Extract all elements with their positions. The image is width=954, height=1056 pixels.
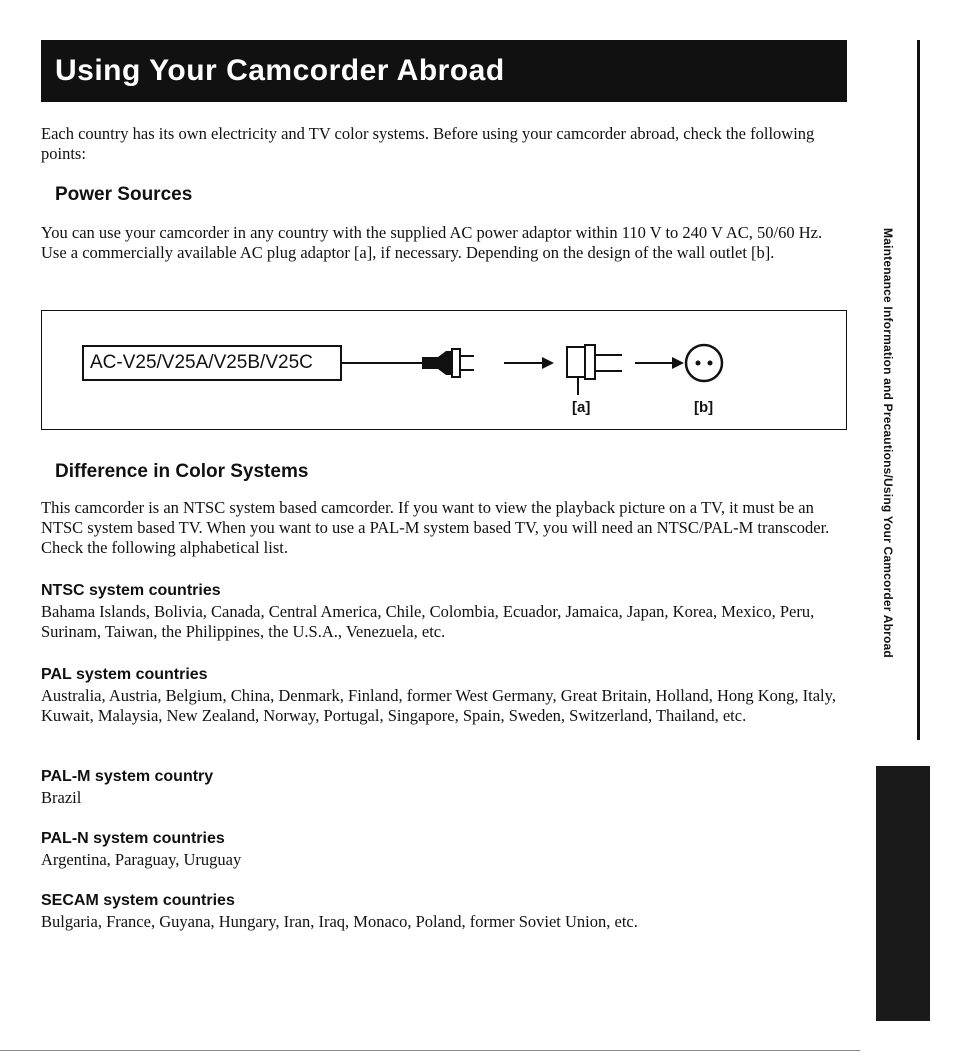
pal-m-heading: PAL-M system country <box>41 768 214 785</box>
model-label-box: AC-V25/V25A/V25B/V25C <box>82 345 342 381</box>
ntsc-heading: NTSC system countries <box>41 582 221 599</box>
plug-diagram <box>42 311 846 429</box>
side-tab-marker <box>876 766 930 1021</box>
title-bar <box>41 40 847 102</box>
page-title: Using Your Camcorder Abroad <box>55 54 505 87</box>
adaptor-figure <box>41 310 847 430</box>
pal-heading: PAL system countries <box>41 666 208 683</box>
secam-countries: Bulgaria, France, Guyana, Hungary, Iran, Iraq, Monaco, Poland, former Soviet Union, etc. <box>41 912 638 931</box>
power-plug-icon <box>422 349 474 377</box>
figure-label-a: [a] <box>572 399 591 416</box>
color-systems-heading: Difference in Color Systems <box>55 461 309 482</box>
bottom-rule <box>0 1050 860 1051</box>
arrow-right-icon <box>504 357 554 369</box>
color-systems-paragraph: This camcorder is an NTSC system based camcorder. If you want to view the playback picture on a TV, it must be an NTSC system based TV. When you want to use a PAL-M system based TV, you will need an NTSC/PAL-M transcoder. Check the following alphabetical list. <box>41 498 830 557</box>
pal-countries: Australia, Austria, Belgium, China, Denmark, Finland, former West Germany, Great Britain, Holland, Hong Kong, Italy, Kuwait, Malaysia, New Zealand, Norway, Portugal, Singapore, Spain, Sweden, Switzerland, Thailand, etc. <box>41 686 836 725</box>
power-sources-paragraph: You can use your camcorder in any country with the supplied AC power adaptor within 110 V to 240 V AC, 50/60 Hz. Use a commercially available AC plug adaptor [a], if necessary. Depending on the design of the wall outlet [b]. <box>41 223 823 262</box>
ntsc-countries: Bahama Islands, Bolivia, Canada, Central America, Chile, Colombia, Ecuador, Jamaica, Japan, Korea, Mexico, Peru, Surinam, Taiwan, the Philippines, the U.S.A., Venezuela, etc. <box>41 602 815 641</box>
pal-n-heading: PAL-N system countries <box>41 830 225 847</box>
side-tab-label: Maintenance Information and Precautions/Using Your Camcorder Abroad <box>881 228 895 658</box>
wall-outlet-icon <box>686 345 722 381</box>
power-sources-heading: Power Sources <box>55 184 193 205</box>
intro-paragraph: Each country has its own electricity and TV color systems. Before using your camcorder abroad, check the following points: <box>41 124 815 163</box>
arrow-right-icon-2 <box>635 357 684 369</box>
pal-m-countries: Brazil <box>41 788 82 807</box>
figure-label-b: [b] <box>694 399 714 416</box>
side-rule <box>917 40 920 740</box>
pal-n-countries: Argentina, Paraguay, Uruguay <box>41 850 242 869</box>
secam-heading: SECAM system countries <box>41 892 235 909</box>
plug-adaptor-icon <box>567 345 622 395</box>
